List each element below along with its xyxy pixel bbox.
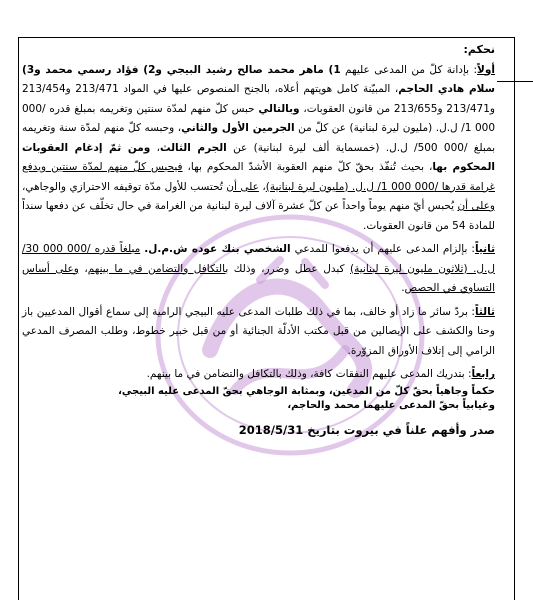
plaintiff-name: الشخصي بنك عوده ش.م.ل. xyxy=(144,243,291,255)
judgment-text xyxy=(22,40,495,440)
clause-first: أولاً: بإدانة كلّ من المدعى عليهم 1) ماهر محمد صالح رشيد البيجي و2) فؤاد رسمي محمد و3) سلام هادي الحاجم، المبيّنة كامل هويتهم أعلاه، بالجنح المنصوص عليها في المواد 213/471 و213/454 و213/471 و213/655 من قانون العقوبات، وبالتالي حبس كلّ منهم لمدّة سنتين وتغريمه بمبلغ قدره /000 000 1/ ل.ل. (مليون ليرة لبنانية) عن كلّ من الجرمين الأول والثاني، وحبسه كلّ منهم لمدّة سنة وتغريمه بمبلغ /000 500/ ل.ل. (خمسماية ألف ليرة لبنانية) عن الجرم الثالث، ومن ثمّ إدغام العقوبات المحكوم بها، بحيث تُنفّذ بحقّ كلّ منهم العقوبة الأشدّ المحكوم بها، فيحبس كلّ منهم لمدّة سنتين ويدفع غرامة قدرها /000 000 1/ ل.ل. (مليون ليرة لبنانية)، على أن تُحتسب للأول مدّة توقيفه الاحترازي والوجاهي، وعلى أن يُحبس أيّ منهم يوماً واحداً عن كلّ عشرة آلاف ليرة لبنانية من الغرامة في حال تخلّف عن دفعها سنداً للمادة 54 من قانون العقوبات. xyxy=(22,63,496,232)
defendant-names: 1) ماهر محمد صالح رشيد البيجي و2) فؤاد رسمي محمد و3) سلام هادي الحاجم xyxy=(22,63,495,95)
issue-date-line: صدر وأفهم علناً في بيروت بتاريخ 2018/5/31 xyxy=(238,422,495,437)
verdict-type-line-2: وغيابياً بحقّ المدعى عليهما محمد والحاجم، xyxy=(287,399,495,411)
margin-rule xyxy=(497,81,533,82)
judgment-heading: نحكم: xyxy=(463,43,495,56)
clause-fourth: رابعاً: بتدريك المدعى عليهم النفقات كافة، وذلك بالتكافل والتضامن في ما بينهم. xyxy=(146,368,495,380)
clause-second: ثانياً: بإلزام المدعى عليهم أن يدفعوا للمدعي الشخصي بنك عوده ش.م.ل. مبلغاً قدره /000 000 30/ ل.ل. (ثلاثون مليون ليرة لبنانية) كبدل عطل وضرر، وذلك بالتكافل والتضامن في ما بينهم، وعلى أساس التساوي في الحصص. xyxy=(22,243,496,294)
verdict-type-line-1: حكماً وجاهياً بحقّ كلّ من المدعين، وبمثابة الوجاهي بحقّ المدعى عليه البيجي، xyxy=(118,385,495,397)
clause-third: ثالثاً: بردّ سائر ما زاد أو خالف، بما في ذلك طلبات المدعى عليه البيجي الرامية إلى سماع أقوال المدعيين باز وحنا والكشف على الإيصالين من قبل مكتب الأدلّة الجنائية أو من قبل خبير خطوط، وطلب المصرف المدعي الرامي إلى إتلاف الأوراق المزوّرة. xyxy=(22,305,495,357)
